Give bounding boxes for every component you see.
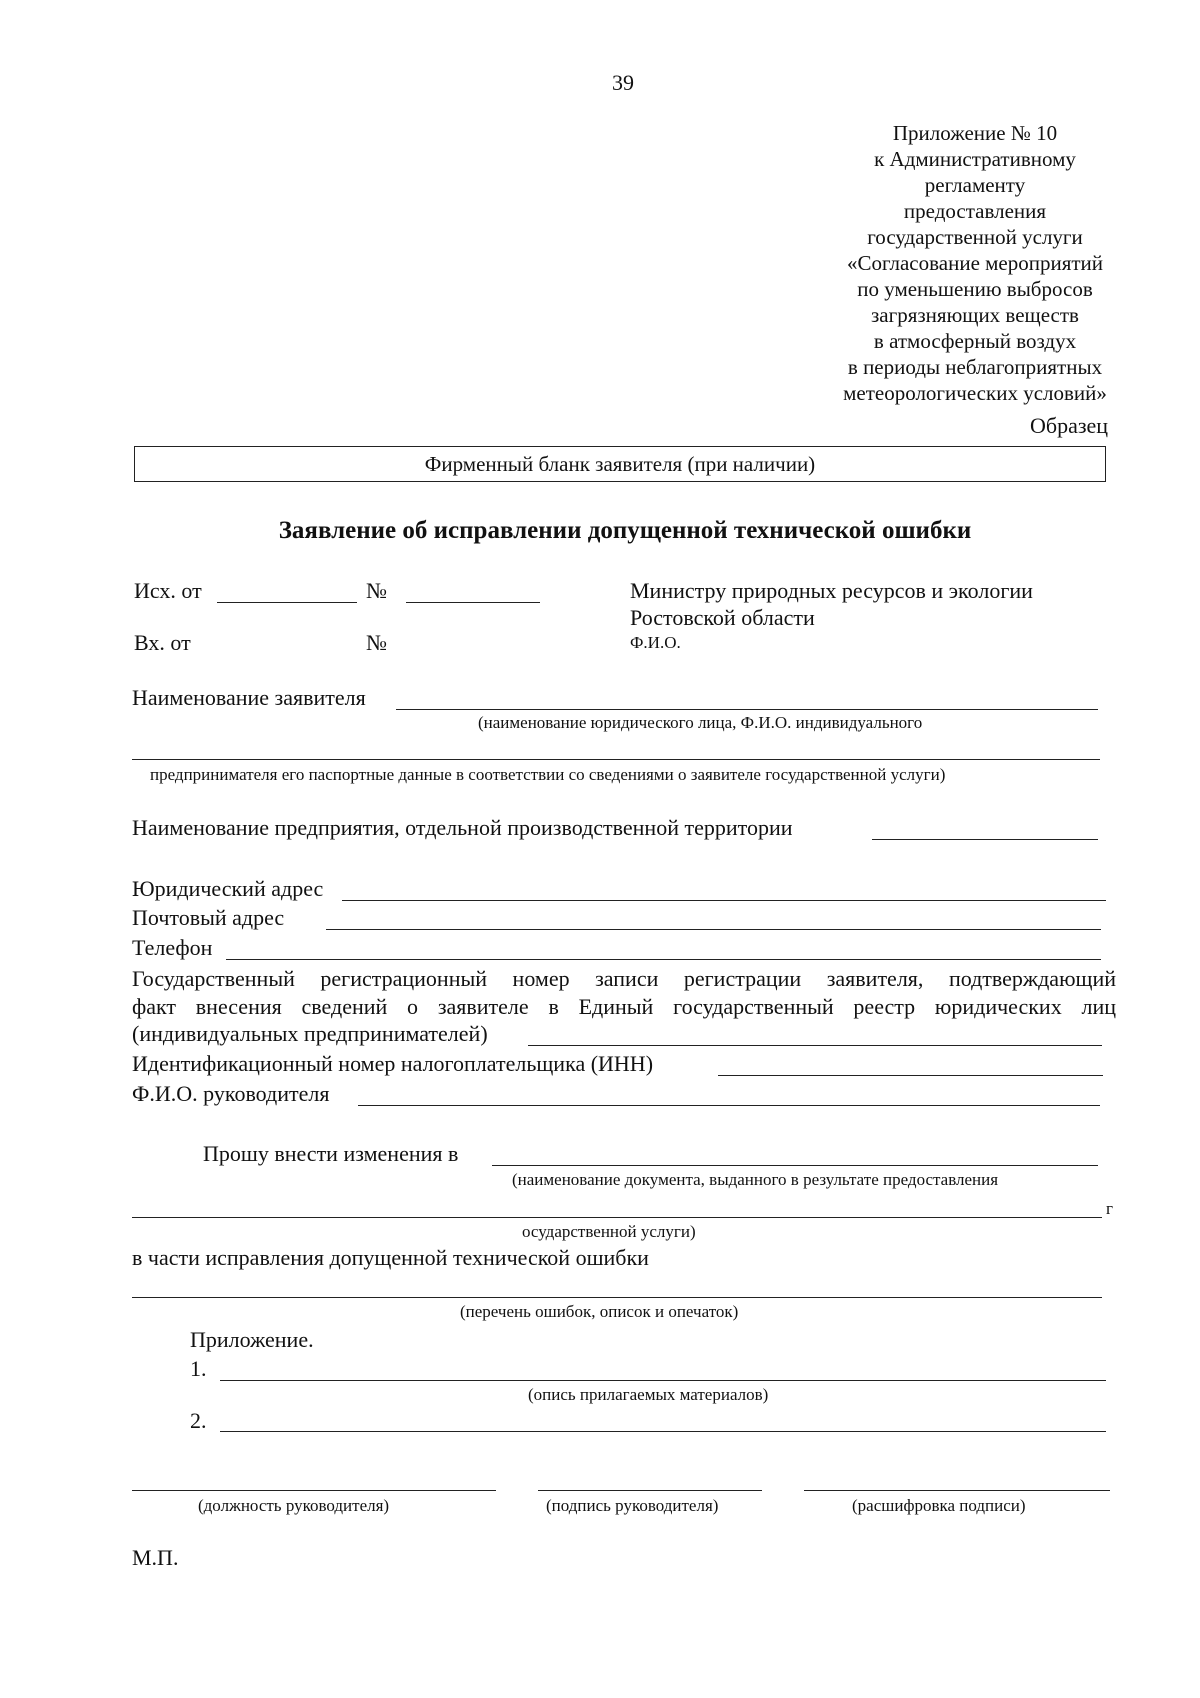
postal-address-field[interactable] [326, 929, 1101, 930]
attachment-item-2-field[interactable] [220, 1431, 1106, 1432]
outgoing-number-field[interactable] [406, 602, 540, 603]
inn-field[interactable] [718, 1075, 1103, 1076]
director-fio-label: Ф.И.О. руководителя [132, 1081, 330, 1106]
applicant-label: Наименование заявителя [132, 685, 366, 710]
appendix-line: регламенту [924, 173, 1026, 197]
applicant-hint: (наименование юридического лица, Ф.И.О. индивидуального [478, 713, 923, 732]
addressee-fio: Ф.И.О. [630, 633, 681, 652]
appendix-line: Приложение № 10 [892, 121, 1058, 145]
applicant-field-continued[interactable] [132, 759, 1100, 760]
request-hint: (наименование документа, выданного в результате предоставления [512, 1170, 999, 1189]
request-label: Прошу внести изменения в [203, 1141, 459, 1166]
inn-label: Идентификационный номер налогоплательщика (ИНН) [132, 1051, 654, 1076]
decoding-hint: (расшифровка подписи) [852, 1496, 1026, 1515]
signature-hint: (подпись руководителя) [546, 1496, 719, 1515]
ogrn-line2: факт внесения сведений о заявителе в Единый государственный реестр юридических лиц [132, 994, 1116, 1019]
attachments-label: Приложение. [190, 1327, 314, 1352]
phone-label: Телефон [132, 935, 213, 960]
seal-label: М.П. [132, 1545, 179, 1570]
appendix-line: в атмосферный воздух [873, 329, 1077, 353]
legal-address-field[interactable] [342, 900, 1106, 901]
appendix-line: по уменьшению выбросов [857, 277, 1093, 301]
attachment-item-1-field[interactable] [220, 1380, 1106, 1381]
incoming-number-sign: № [366, 630, 387, 655]
appendix-header [745, 120, 1200, 406]
signature-decoding-field[interactable] [804, 1490, 1110, 1491]
ogrn-field[interactable] [528, 1045, 1102, 1046]
request-part-label: в части исправления допущенной технической ошибки [132, 1245, 649, 1270]
position-field[interactable] [132, 1490, 496, 1491]
appendix-line: загрязняющих веществ [871, 303, 1079, 327]
director-fio-field[interactable] [358, 1105, 1100, 1106]
sample-label: Образец [1030, 413, 1109, 438]
outgoing-number-sign: № [366, 578, 387, 603]
legal-address-label: Юридический адрес [132, 876, 324, 901]
signature-field[interactable] [538, 1490, 762, 1491]
request-hint-continued: осударственной услуги) [522, 1222, 696, 1241]
outgoing-label: Исх. от [134, 578, 202, 603]
enterprise-label: Наименование предприятия, отдельной производственной территории [132, 815, 793, 840]
errors-list-field[interactable] [132, 1297, 1102, 1298]
addressee-line2: Ростовской области [630, 605, 815, 630]
outgoing-date-field[interactable] [217, 602, 357, 603]
appendix-line: предоставления [903, 199, 1047, 223]
appendix-line: государственной услуги [867, 225, 1083, 249]
request-document-field[interactable] [492, 1165, 1098, 1166]
request-hint-tail: г [1106, 1199, 1113, 1218]
appendix-line: «Согласование мероприятий [846, 251, 1104, 275]
page-number: 39 [612, 70, 634, 95]
phone-field[interactable] [226, 959, 1101, 960]
letterhead-box: Фирменный бланк заявителя (при наличии) [134, 446, 1106, 482]
addressee-line1: Министру природных ресурсов и экологии [630, 578, 1033, 603]
ogrn-line1: Государственный регистрационный номер записи регистрации заявителя, подтверждающий [132, 966, 1116, 991]
applicant-hint-continued: предпринимателя его паспортные данные в соответствии со сведениями о заявителе государственной услуги) [150, 765, 946, 784]
appendix-line: метеорологических условий» [843, 381, 1107, 405]
request-document-field-continued[interactable] [132, 1217, 1102, 1218]
attachments-hint: (опись прилагаемых материалов) [528, 1385, 769, 1404]
applicant-field[interactable] [396, 709, 1098, 710]
enterprise-field[interactable] [872, 839, 1098, 840]
errors-hint: (перечень ошибок, описок и опечаток) [460, 1302, 739, 1321]
appendix-line: в периоды неблагоприятных [847, 355, 1103, 379]
attachment-item-2-number: 2. [190, 1408, 207, 1433]
attachment-item-1-number: 1. [190, 1356, 207, 1381]
position-hint: (должность руководителя) [198, 1496, 390, 1515]
postal-address-label: Почтовый адрес [132, 905, 285, 930]
incoming-label: Вх. от [134, 630, 191, 655]
ogrn-line3: (индивидуальных предпринимателей) [132, 1021, 488, 1046]
document-title: Заявление об исправлении допущенной технической ошибки [278, 517, 972, 544]
appendix-line: к Административному [874, 147, 1076, 171]
